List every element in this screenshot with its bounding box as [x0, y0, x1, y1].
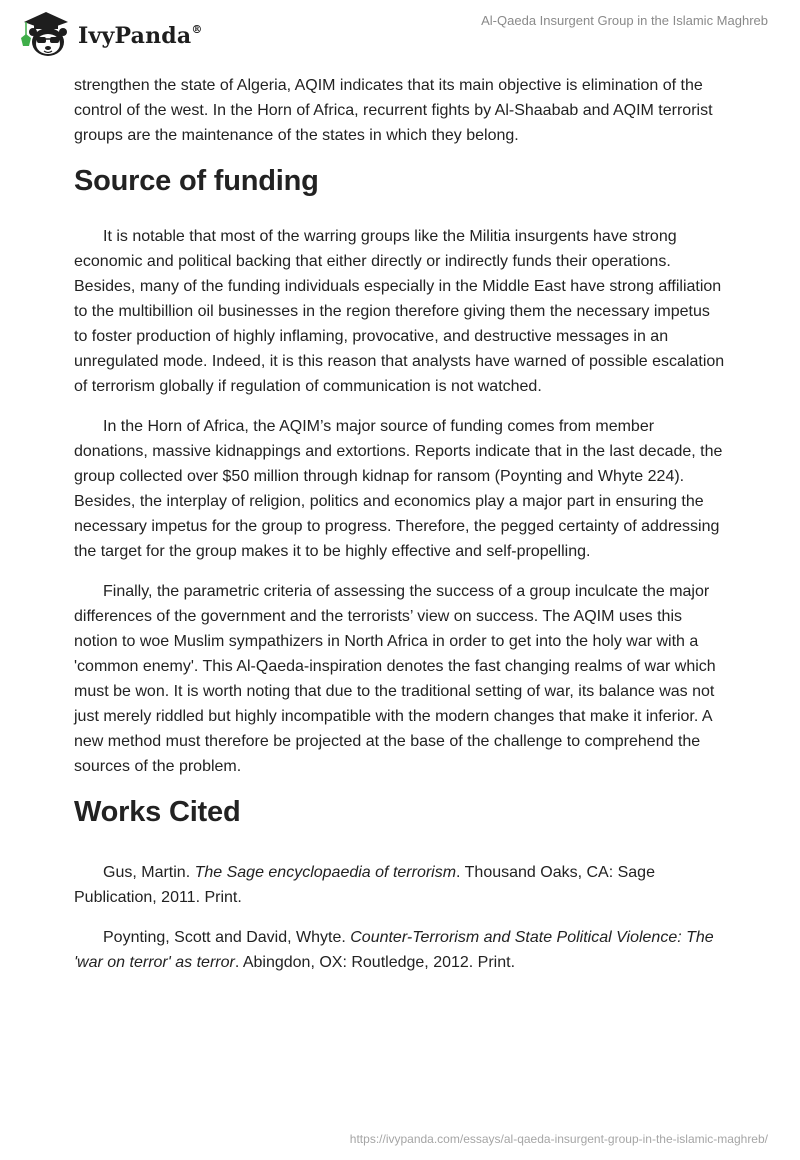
logo-wordmark: [78, 23, 203, 49]
page-header: [0, 0, 800, 60]
citation-publication: . Abingdon, OX: Routledge, 2012. Print.: [234, 954, 516, 971]
citation-author: Poynting, Scott and David, Whyte.: [103, 929, 351, 946]
ivypanda-logo[interactable]: [18, 8, 203, 58]
panda-graduate-icon: [18, 8, 74, 58]
logo-name: IvyPanda: [78, 23, 192, 49]
citation-title: Counter-Terrorism and State Political Violence: The 'war on terror' as terror: [74, 929, 714, 971]
citation-publication: . Thousand Oaks, CA: Sage Publication, 2011. Print.: [74, 864, 655, 906]
intro-paragraph: strengthen the state of Algeria, AQIM indicates that its main objective is elimination of the control of the west. In the Horn of Africa, recurrent fights by Al-Shaabab and AQIM terrorist groups are the maintenance of the states in which they belong.: [74, 77, 713, 144]
citation-title: The Sage encyclopaedia of terrorism: [194, 864, 457, 881]
citation-entry: [74, 925, 726, 975]
funding-paragraph-1: It is notable that most of the warring groups like the Militia insurgents have strong economic and political backing that either directly or indirectly funds their operations. Besides, many of the funding individuals especially in the Middle East have strong affiliation to the multibillion oil businesses in the region therefore giving them the necessary impetus to foster production of highly inflaming, provocative, and destructive messages in an unregulated mode. Indeed, it is this reason that analysts have warned of possible escalation of terrorism globally if regulation of communication is not watched.: [74, 228, 725, 395]
section-heading-funding: Source of funding: [74, 165, 319, 197]
funding-paragraph-3: Finally, the parametric criteria of assessing the success of a group inculcate the major differences of the government and the terrorists’ view on success. The AQIM uses this notion to woe Muslim sympathizers in North Africa in order to get into the holy war with a 'common enemy'. This Al-Qaeda-inspiration denotes the fast changing realms of war which must be won. It is worth noting that due to the traditional setting of war, its balance was not just merely riddled but highly incompatible with the modern changes that make it inferior. A new method must therefore be projected at the base of the challenge to comprehend the sources of the problem.: [74, 583, 716, 775]
section-heading-works-cited: Works Cited: [74, 796, 241, 828]
document-title: Al-Qaeda Insurgent Group in the Islamic Maghreb: [481, 13, 768, 28]
registered-mark: ®: [191, 22, 203, 36]
source-url-link[interactable]: https://ivypanda.com/essays/al-qaeda-insurgent-group-in-the-islamic-maghreb/: [349, 1132, 768, 1146]
essay-content: [74, 73, 726, 990]
citation-entry: [74, 860, 726, 910]
citation-author: Gus, Martin.: [103, 864, 195, 881]
funding-paragraph-2: In the Horn of Africa, the AQIM’s major source of funding comes from member donations, massive kidnappings and extortions. Reports indicate that in the last decade, the group collected over $50 million through kidnap for ransom (Poynting and Whyte 224). Besides, the interplay of religion, politics and economics play a major part in ensuring the necessary impetus for the group to progress. Therefore, the pegged certainty of addressing the target for the group makes it to be highly effective and self-propelling.: [74, 418, 723, 560]
